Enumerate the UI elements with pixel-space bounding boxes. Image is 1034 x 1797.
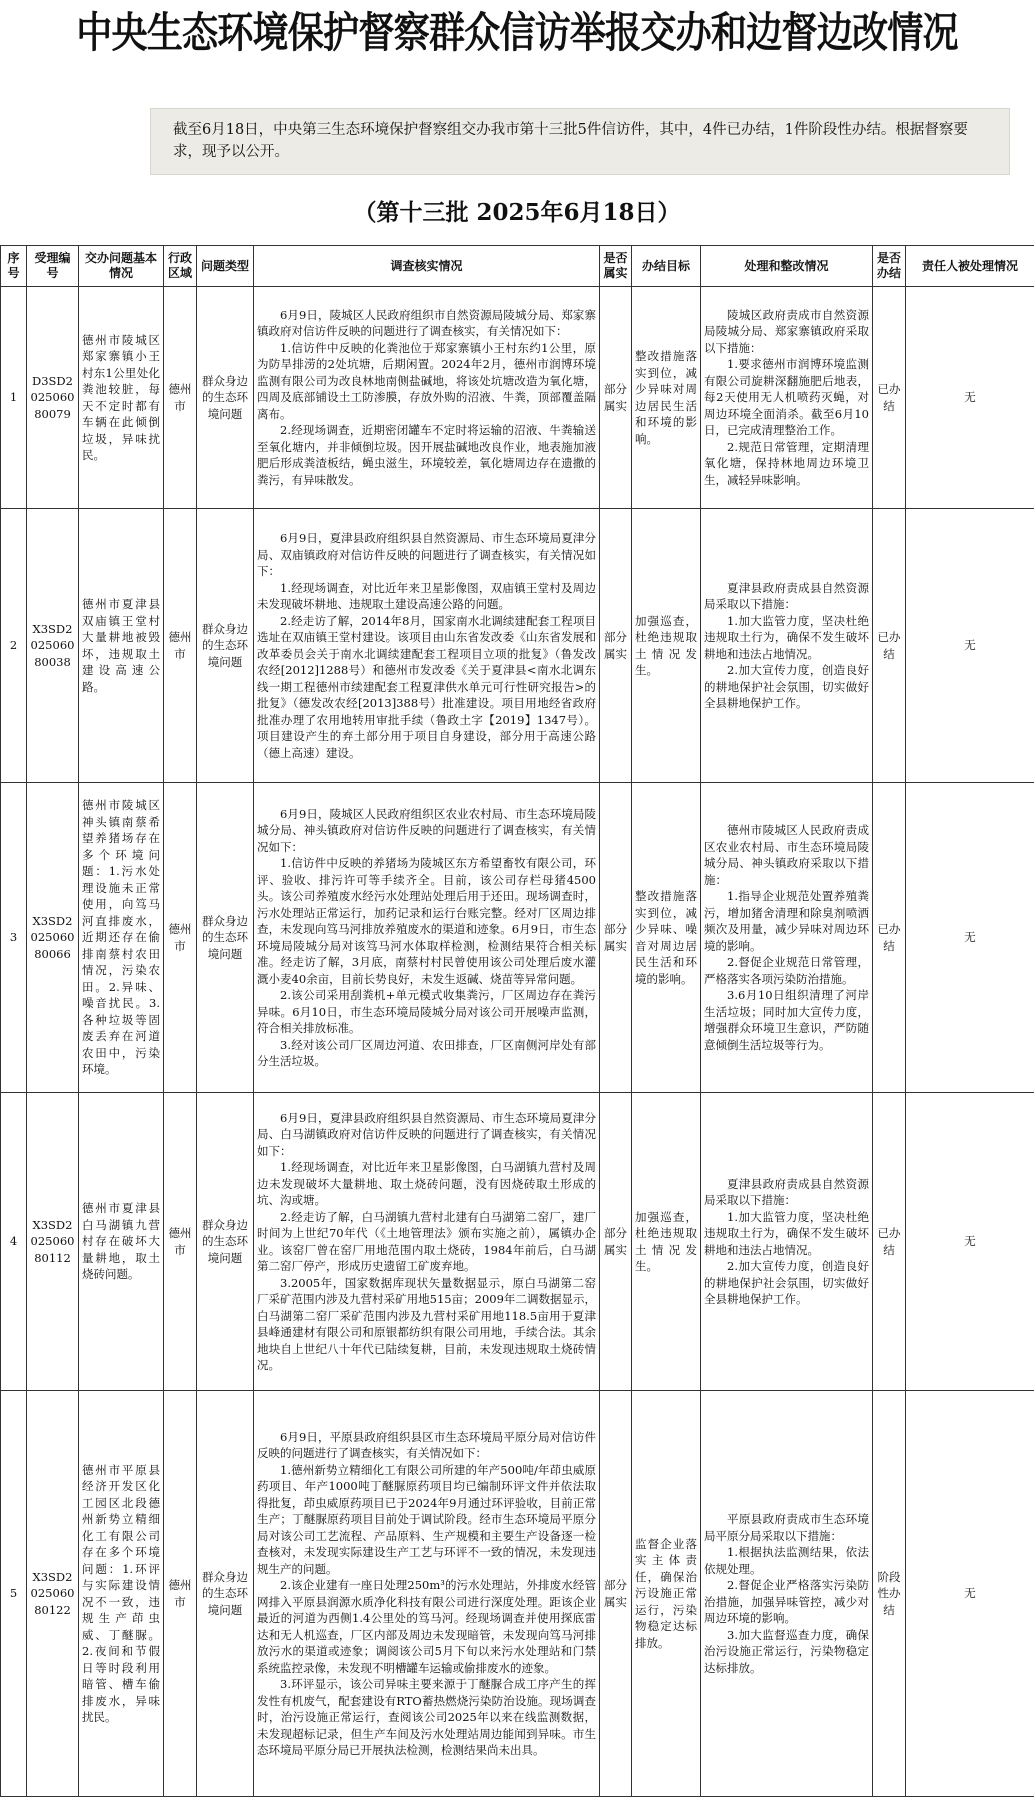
cell-district: 德州市	[164, 1391, 197, 1797]
header-issue: 交办问题基本情况	[79, 246, 164, 287]
cell-type: 群众身边的生态环境问题	[197, 509, 254, 783]
cell-district: 德州市	[164, 783, 197, 1093]
table-row	[1, 1093, 1034, 1391]
cell-handling-paragraph: 3.6月10日组织清理了河岸生活垃圾；同时加大宣传力度，增强群众环境卫生意识，严防随意倾倒生活垃圾等行为。	[704, 987, 869, 1053]
cell-verified: 部分属实	[600, 1391, 632, 1797]
cell-handling-paragraph: 1.加大监管力度，坚决杜绝违规取土行为，确保不发生破坏耕地和违法占地情况。	[704, 1209, 869, 1259]
cell-handling	[701, 287, 873, 509]
cell-done: 已办结	[873, 1093, 906, 1391]
cell-accountability: 无	[906, 783, 1034, 1093]
page-title: 中央生态环境保护督察群众信访举报交办和边督边改情况	[72, 10, 961, 56]
cell-handling-paragraph: 2.规范日常管理，定期清理氧化塘，保持林地周边环境卫生，减轻异味影响。	[704, 439, 869, 489]
cell-goal: 整改措施落实到位，减少异味、噪音对周边居民生活和环境的影响。	[632, 783, 701, 1093]
cell-id: X3SD2025060 80122	[27, 1391, 79, 1797]
header-goal: 办结目标	[632, 246, 701, 287]
summary-box: 截至6月18日，中央第三生态环境保护督察组交办我市第十三批5件信访件，其中，4件已办结，1件阶段性办结。根据督察要求，现予以公开。	[150, 108, 1010, 175]
cell-handling-paragraph: 1.指导企业规范处置养殖粪污，增加猪舍清理和除臭剂喷洒频次及用量，减少异味对周边环境的影响。	[704, 888, 869, 954]
cell-handling	[701, 1093, 873, 1391]
cell-handling-paragraph: 1.根据执法监测结果，依法依规处理。	[704, 1544, 869, 1577]
cell-handling	[701, 783, 873, 1093]
cell-handling-paragraph: 平原县政府责成市生态环境局平原分局采取以下措施：	[704, 1511, 869, 1544]
cell-handling-paragraph: 2.督促企业严格落实污染防治措施，加强异味管控，减少对周边环境的影响。	[704, 1577, 869, 1627]
cell-done: 已办结	[873, 287, 906, 509]
header-type: 问题类型	[197, 246, 254, 287]
cell-verified: 部分属实	[600, 509, 632, 783]
cell-goal: 监督企业落实主体责任，确保治污设施正常运行，污染物稳定达标排放。	[632, 1391, 701, 1797]
cell-handling-paragraph: 夏津县政府责成县自然资源局采取以下措施：	[704, 580, 869, 613]
table-row	[1, 287, 1034, 509]
cell-verified: 部分属实	[600, 287, 632, 509]
cell-investigation	[254, 1093, 600, 1391]
cell-handling-paragraph: 德州市陵城区人民政府责成区农业农村局、市生态环境局陵城分局、神头镇政府采取以下措施：	[704, 822, 869, 888]
header-district: 行政区域	[164, 246, 197, 287]
cell-investigation-paragraph: 3.2005年，国家数据库现状矢量数据显示，原白马湖第二窑厂采矿范围内涉及九营村采矿用地515亩；2009年二调数据显示，白马湖第二窑厂采矿范围内涉及九营村采矿用地118.5亩用于夏津县峰通建材有限公司和原银都纺织有限公司用地，手续合法。其余地块自上世纪八十年代已陆续复耕，目前，未发现违规取土烧砖情况。	[257, 1275, 596, 1374]
cell-accountability: 无	[906, 1391, 1034, 1797]
cell-seq: 2	[1, 509, 27, 783]
cell-accountability: 无	[906, 1093, 1034, 1391]
header-investigation: 调查核实情况	[254, 246, 600, 287]
cell-verified: 部分属实	[600, 1093, 632, 1391]
cell-goal: 整改措施落实到位，减少异味对周边居民生活和环境的影响。	[632, 287, 701, 509]
header-done: 是否办结	[873, 246, 906, 287]
cell-investigation-paragraph: 2.该企业建有一座日处理250m³的污水处理站，外排废水经管网排入平原县润源水质净化科技有限公司进行深度处理。距该企业最近的河道为西侧1.4公里处的笃马河。经现场调查并使用探底雷达和无人机巡查，厂区内部及周边未发现暗管，未发现向笃马河排放污水的渠道或迹象；调阅该公司5月下旬以来污水处理站和门禁系统监控录像，未发现不明槽罐车运输或偷排废水的迹象。	[257, 1577, 596, 1676]
cell-seq: 3	[1, 783, 27, 1093]
cell-investigation	[254, 509, 600, 783]
cell-handling-paragraph: 1.要求德州市润博环境监测有限公司旋耕深翻施肥后地表，每2天使用无人机喷药灭蝇，对周边环境全面消杀。截至6月10日，已完成清理整治工作。	[704, 356, 869, 439]
cell-issue: 德州市平原县经济开发区化工园区北段德州新势立精细化工有限公司存在多个环境问题：1.环评与实际建设情况不一致，违规生产茚虫威、丁醚脲。2.夜间和节假日等时段利用暗管、槽车偷排废水，异味扰民。	[79, 1391, 164, 1797]
cell-done: 已办结	[873, 783, 906, 1093]
cell-issue: 德州市陵城区郑家寨镇小王村东1公里处化粪池较脏，每天不定时都有车辆在此倾倒垃圾，异味扰民。	[79, 287, 164, 509]
petition-table	[0, 245, 1034, 1797]
cell-seq: 5	[1, 1391, 27, 1797]
cell-done: 阶段性办结	[873, 1391, 906, 1797]
cell-goal: 加强巡查，杜绝违规取土情况发生。	[632, 1093, 701, 1391]
cell-investigation-paragraph: 6月9日，陵城区人民政府组织区农业农村局、市生态环境局陵城分局、神头镇政府对信访件反映的问题进行了调查核实，有关情况如下：	[257, 806, 596, 856]
cell-district: 德州市	[164, 509, 197, 783]
cell-type: 群众身边的生态环境问题	[197, 287, 254, 509]
cell-type: 群众身边的生态环境问题	[197, 1093, 254, 1391]
cell-investigation-paragraph: 2.经走访了解，白马湖镇九营村北建有白马湖第二窑厂，建厂时间为上世纪70年代（《土地管理法》颁布实施之前），属镇办企业。该窑厂曾在窑厂用地范围内取土烧砖，1984年前后，白马湖第二窑厂停产，形成历史遗留工矿废弃地。	[257, 1209, 596, 1275]
table-row	[1, 1391, 1034, 1797]
cell-investigation-paragraph: 3.环评显示，该公司异味主要来源于丁醚脲合成工序产生的挥发性有机废气，配套建设有RTO蓄热燃烧污染防治设施。现场调查时，治污设施正常运行，查阅该公司2025年以来在线监测数据，未发现超标记录，但生产车间及污水处理站周边能闻到异味。市生态环境局平原分局已开展执法检测，检测结果尚未出具。	[257, 1676, 596, 1759]
cell-seq: 1	[1, 287, 27, 509]
cell-handling-paragraph: 2.加大宣传力度，创造良好的耕地保护社会氛围，切实做好全县耕地保护工作。	[704, 662, 869, 712]
cell-investigation-paragraph: 6月9日，陵城区人民政府组织市自然资源局陵城分局、郑家寨镇政府对信访件反映的问题进行了调查核实，有关情况如下：	[257, 307, 596, 340]
table-header-row	[1, 246, 1034, 287]
cell-verified: 部分属实	[600, 783, 632, 1093]
batch-heading: （第十三批 2025年6月18日）	[0, 199, 1034, 227]
cell-type: 群众身边的生态环境问题	[197, 1391, 254, 1797]
cell-id: D3SD2025060 80079	[27, 287, 79, 509]
table-row	[1, 509, 1034, 783]
cell-handling	[701, 509, 873, 783]
cell-handling-paragraph: 陵城区政府责成市自然资源局陵城分局、郑家寨镇政府采取以下措施：	[704, 307, 869, 357]
cell-seq: 4	[1, 1093, 27, 1391]
cell-investigation	[254, 783, 600, 1093]
cell-handling	[701, 1391, 873, 1797]
cell-investigation-paragraph: 6月9日，夏津县政府组织县自然资源局、市生态环境局夏津分局、白马湖镇政府对信访件反映的问题进行了调查核实，有关情况如下：	[257, 1110, 596, 1160]
cell-district: 德州市	[164, 1093, 197, 1391]
table-row	[1, 783, 1034, 1093]
cell-goal: 加强巡查，杜绝违规取土情况发生。	[632, 509, 701, 783]
header-id: 受理编号	[27, 246, 79, 287]
cell-investigation	[254, 1391, 600, 1797]
cell-district: 德州市	[164, 287, 197, 509]
cell-handling-paragraph: 2.加大宣传力度，创造良好的耕地保护社会氛围，切实做好全县耕地保护工作。	[704, 1258, 869, 1308]
cell-accountability: 无	[906, 509, 1034, 783]
header-accountability: 责任人被处理情况	[906, 246, 1034, 287]
cell-investigation-paragraph: 2.该公司采用刮粪机+单元模式收集粪污，厂区周边存在粪污异味。6月10日，市生态环境局陵城分局对该公司开展噪声监测，符合相关排放标准。	[257, 987, 596, 1037]
cell-investigation-paragraph: 1.德州新势立精细化工有限公司所建的年产500吨/年茚虫威原药项目、年产1000吨丁醚脲原药项目均已编制环评文件并依法取得批复，茚虫威原药项目已于2024年9月通过环评验收，目前正常生产；丁醚脲原药项目目前处于调试阶段。经市生态环境局平原分局对该公司工艺流程、产品原料、生产规模和主要生产设备逐一检查核对，未发现实际建设生产工艺与环评不一致的情况，未发现违规生产的问题。	[257, 1462, 596, 1578]
cell-investigation-paragraph: 1.经现场调查，对比近年来卫星影像图，白马湖镇九营村及周边未发现破坏大量耕地、取土烧砖问题，没有因烧砖取土形成的坑、沟或塘。	[257, 1159, 596, 1209]
cell-id: X3SD2025060 80112	[27, 1093, 79, 1391]
cell-investigation-paragraph: 1.信访件中反映的养猪场为陵城区东方希望畜牧有限公司，环评、验收、排污许可等手续齐全。目前，该公司存栏母猪4500头。该公司养殖废水经污水处理站处理后用于还田。现场调查时，污水处理站正常运行，加药记录和运行台账完整。经对厂区周边排查，未发现向笃马河排放养殖废水的渠道和迹象。6月9日，市生态环境局陵城分局对该笃马河水体取样检测，检测结果符合相关标准。经走访了解，3月底，南蔡村村民曾使用该公司处理后废水灌溉小麦40余亩，目前长势良好，未发生返碱、烧苗等异常问题。	[257, 855, 596, 987]
cell-id: X3SD2025060 80066	[27, 783, 79, 1093]
cell-investigation-paragraph: 2.经走访了解，2014年8月，国家南水北调续建配套工程项目选址在双庙镇王堂村建设。该项目由山东省发改委《山东省发展和改革委员会关于南水北调续建配套工程项目立项的批复》（鲁发改农经[2012]1288号）和德州市发改委《关于夏津县<南水北调东线一期工程德州市续建配套工程夏津供水单元可行性研究报告>的批复》（德发改农经[2013]388号）批准建设。项目用地经省政府批准办理了农用地转用审批手续（鲁政土字【2019】1347号）。项目建设产生的弃土部分用于项目自身建设，部分用于高速公路（德上高速）建设。	[257, 613, 596, 762]
cell-investigation-paragraph: 1.经现场调查，对比近年来卫星影像图，双庙镇王堂村及周边未发现破坏耕地、违规取土建设高速公路的问题。	[257, 580, 596, 613]
cell-investigation-paragraph: 1.信访件中反映的化粪池位于郑家寨镇小王村东约1公里，原为防旱排涝的2处坑塘，后期闲置。2024年2月，德州市润博环境监测有限公司为改良林地南侧盐碱地，将该处坑塘改造为氧化塘，四周及底部铺设土工防渗膜，存放外购的沼液、牛粪，顶部覆盖隔离布。	[257, 340, 596, 423]
cell-investigation	[254, 287, 600, 509]
header-seq: 序号	[1, 246, 27, 287]
cell-type: 群众身边的生态环境问题	[197, 783, 254, 1093]
cell-accountability: 无	[906, 287, 1034, 509]
cell-handling-paragraph: 2.督促企业规范日常管理，严格落实各项污染防治措施。	[704, 954, 869, 987]
cell-investigation-paragraph: 6月9日，平原县政府组织县区市生态环境局平原分局对信访件反映的问题进行了调查核实，有关情况如下：	[257, 1429, 596, 1462]
cell-issue: 德州市夏津县白马湖镇九营村存在破坏大量耕地，取土烧砖问题。	[79, 1093, 164, 1391]
cell-issue: 德州市夏津县双庙镇王堂村大量耕地被毁坏，违规取土建设高速公路。	[79, 509, 164, 783]
cell-issue: 德州市陵城区神头镇南蔡希望养猪场存在多个环境问题：1.污水处理设施未正常使用，向笃马河直排废水，近期还存在偷排南蔡村农田情况，污染农田。2.异味、噪音扰民。3.各种垃圾等固废丢弃在河道农田中，污染环境。	[79, 783, 164, 1093]
cell-investigation-paragraph: 2.经现场调查，近期密闭罐车不定时将运输的沼液、牛粪输送至氧化塘内，并非倾倒垃圾。因开展盐碱地改良作业，地表施加液肥后形成粪渣板结，蝇虫滋生，环境较差，氧化塘周边存在遗撒的粪污，有异味散发。	[257, 422, 596, 488]
cell-handling-paragraph: 3.加大监督巡查力度，确保治污设施正常运行，污染物稳定达标排放。	[704, 1627, 869, 1677]
cell-handling-paragraph: 夏津县政府责成县自然资源局采取以下措施：	[704, 1176, 869, 1209]
header-handling: 处理和整改情况	[701, 246, 873, 287]
cell-investigation-paragraph: 3.经对该公司厂区周边河道、农田排查，厂区南侧河岸处有部分生活垃圾。	[257, 1037, 596, 1070]
cell-investigation-paragraph: 6月9日，夏津县政府组织县自然资源局、市生态环境局夏津分局、双庙镇政府对信访件反映的问题进行了调查核实，有关情况如下：	[257, 530, 596, 580]
cell-done: 已办结	[873, 509, 906, 783]
cell-handling-paragraph: 1.加大监管力度，坚决杜绝违规取土行为，确保不发生破坏耕地和违法占地情况。	[704, 613, 869, 663]
cell-id: X3SD2025060 80038	[27, 509, 79, 783]
header-verified: 是否属实	[600, 246, 632, 287]
